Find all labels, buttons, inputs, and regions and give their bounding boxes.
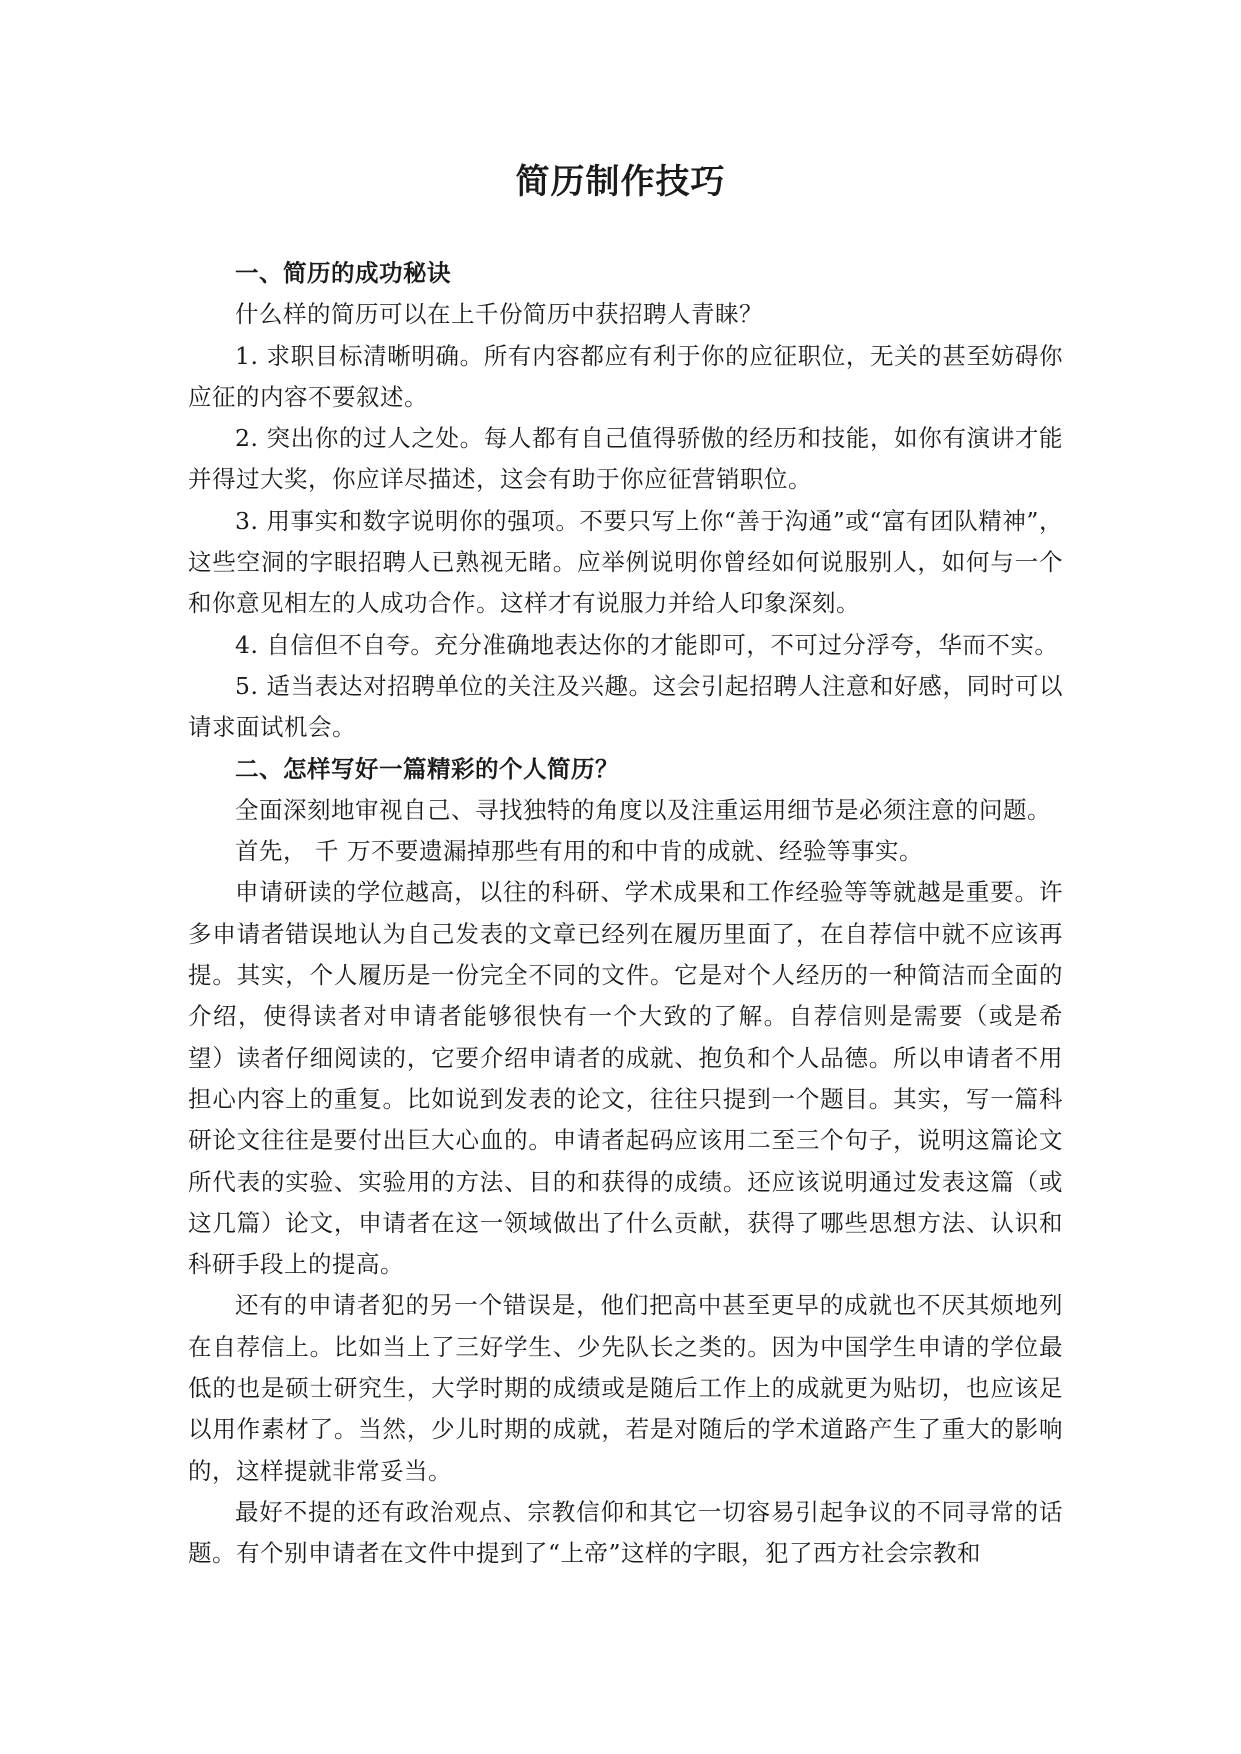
- list-item-4: 4. 自信但不自夸。充分准确地表达你的才能即可，不可过分浮夸，华而不实。: [235, 630, 1059, 659]
- document-title: 简历制作技巧: [515, 162, 726, 202]
- document-body: [188, 253, 1063, 1575]
- section-heading-success-secrets: 一、简历的成功秘诀: [235, 259, 451, 287]
- list-item-1: 1. 求职目标清晰明确。所有内容都应有利于你的应征职位，无关的甚至妨碍你应征的内容不要叙述。: [188, 341, 1063, 411]
- paragraph-avoid-topics: 最好不提的还有政治观点、宗教信仰和其它一切容易引起争议的不同寻常的话题。有个别申请者在文件中提到了“上帝”这样的字眼，犯了西方社会宗教和: [188, 1497, 1063, 1568]
- paragraph-first: 首先， 千 万不要遗漏掉那些有用的和中肯的成就、经验等事实。: [235, 837, 923, 866]
- section-heading-how-to-write: 二、怎样写好一篇精彩的个人简历？: [235, 754, 619, 783]
- paragraph-common-mistake: 还有的申请者犯的另一个错误是，他们把高中甚至更早的成就也不厌其烦地列在自荐信上。比如当上了三好学生、少先队长之类的。因为中国学生申请的学位最低的也是硕士研究生，大学时期的成绩或是随后工作上的成就更为贴切，也应该足以用作素材了。当然，少儿时期的成就，若是对随后的学术道路产生了重大的影响的，这样提就非常妥当。: [188, 1291, 1063, 1485]
- paragraph-intro-question: 什么样的简历可以在上千份简历中获招聘人青睐？: [235, 300, 763, 329]
- list-item-2: 2. 突出你的过人之处。每人都有自己值得骄傲的经历和技能，如你有演讲才能并得过大奖，你应详尽描述，这会有助于你应征营销职位。: [188, 424, 1063, 494]
- list-item-3: 3. 用事实和数字说明你的强项。不要只写上你“善于沟通”或“富有团队精神”，这些空洞的字眼招聘人已熟视无睹。应举例说明你曾经如何说服别人，如何与一个和你意见相左的人成功合作。这样才有说服力并给人印象深刻。: [188, 506, 1063, 618]
- list-item-5: 5. 适当表达对招聘单位的关注及兴趣。这会引起招聘人注意和好感，同时可以请求面试机会。: [188, 671, 1063, 742]
- paragraph-degree-achievements: 申请研读的学位越高，以往的科研、学术成果和工作经验等等就越是重要。许多申请者错误地认为自己发表的文章已经列在履历里面了，在自荐信中就不应该再提。其实，个人履历是一份完全不同的文件。它是对个人经历的一种简洁而全面的介绍，使得读者对申请者能够很快有一个大致的了解。自荐信则是需要（或是希望）读者仔细阅读的，它要介绍申请者的成就、抱负和个人品德。所以申请者不用担心内容上的重复。比如说到发表的论文，往往只提到一个题目。其实，写一篇科研论文往往是要付出巨大心血的。申请者起码应该用二至三个句子，说明这篇论文所代表的实验、实验用的方法、目的和获得的成绩。还应该说明通过发表这篇（或这几篇）论文，申请者在这一领域做出了什么贡献，获得了哪些思想方法、认识和科研手段上的提高。: [188, 878, 1063, 1279]
- paragraph-overview: 全面深刻地审视自己、寻找独特的角度以及注重运用细节是必须注意的问题。: [235, 795, 1051, 824]
